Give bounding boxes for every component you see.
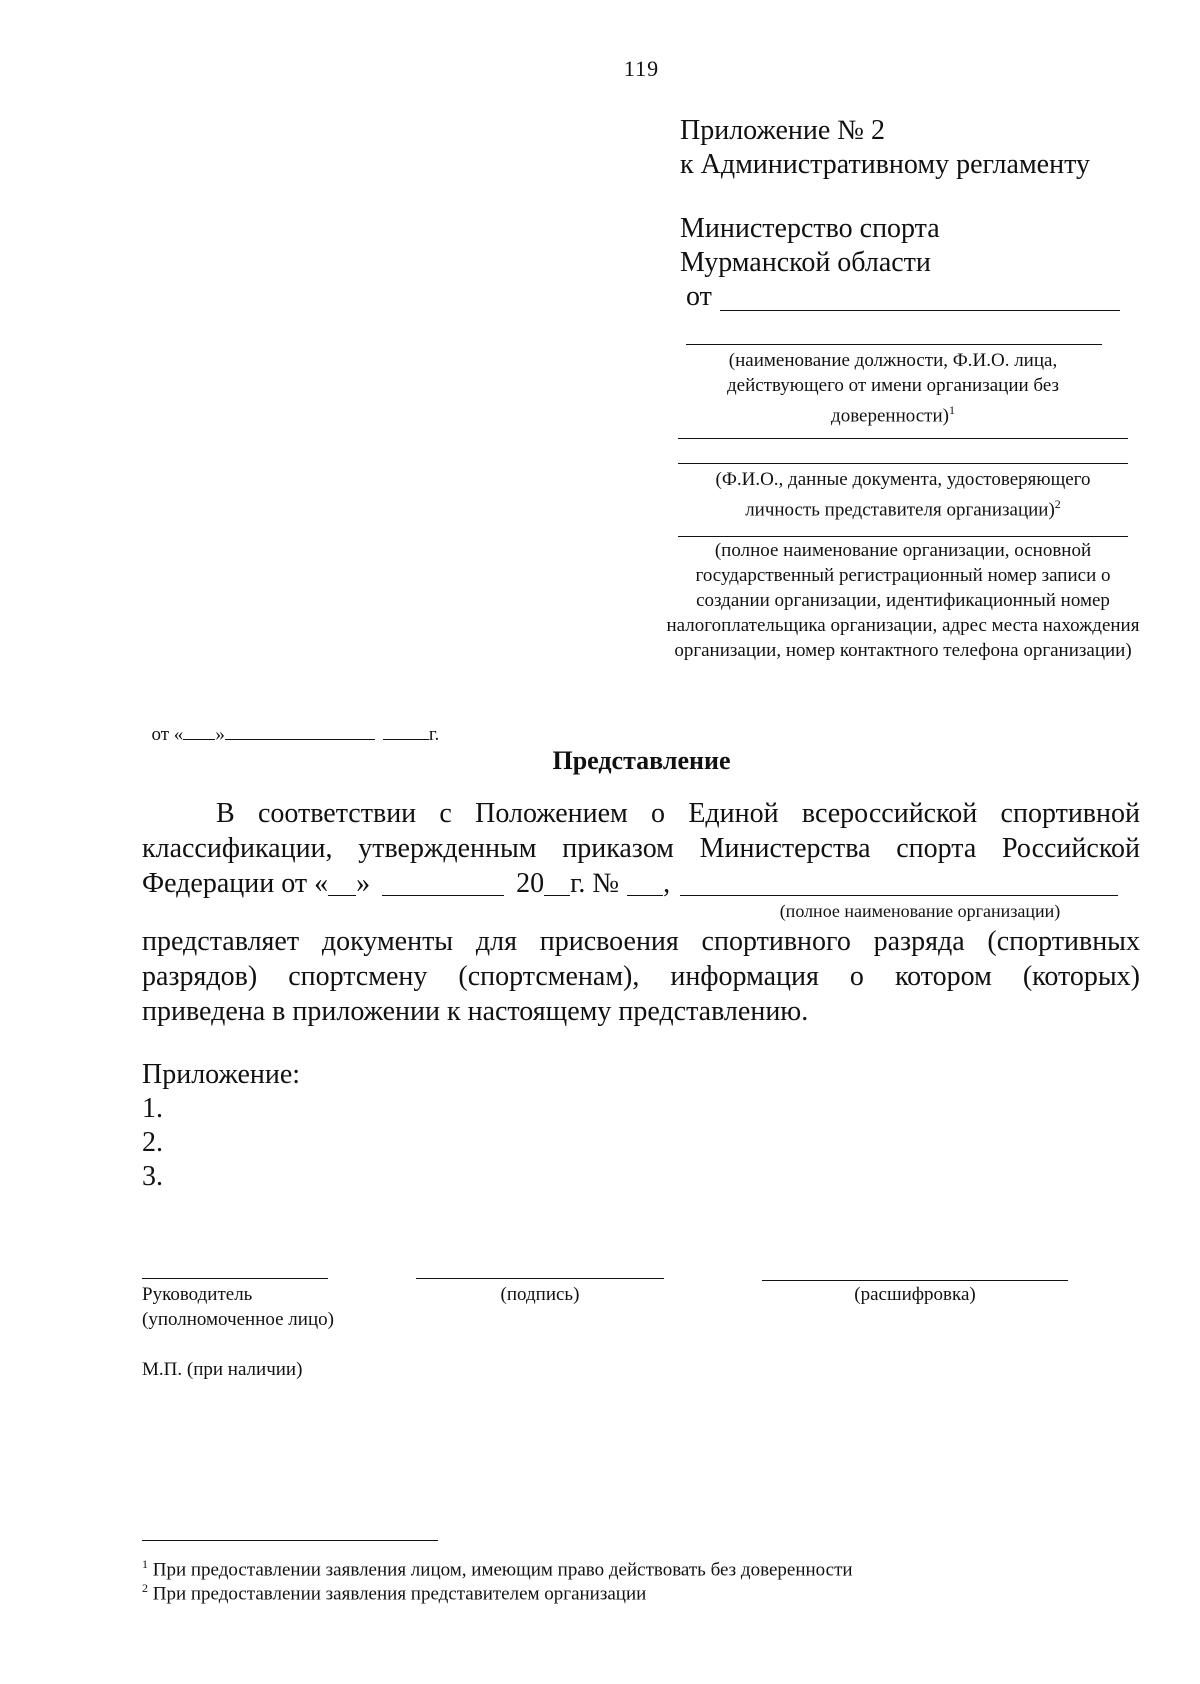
representative-caption-text: (Ф.И.О., данные документа, удостоверяющего личность представителя организации) — [715, 469, 1091, 521]
official-fill-line[interactable] — [686, 344, 1102, 345]
stamp-label: М.П. (при наличии) — [142, 1359, 303, 1380]
footnote-ref-1: 1 — [948, 403, 955, 417]
date-month-field[interactable] — [225, 739, 375, 740]
head-label — [142, 1282, 334, 1332]
date-suffix: г. — [428, 724, 440, 745]
from-label: от — [686, 281, 712, 312]
order-comma: , — [663, 868, 671, 899]
footnote-2-mark: 2 — [142, 1581, 148, 1595]
org-name-caption: (полное наименование организации) — [779, 901, 1061, 921]
organization-name-field[interactable] — [680, 869, 1118, 896]
representative-fill-line[interactable] — [678, 463, 1128, 464]
order-year-field[interactable] — [544, 869, 570, 896]
appendix-reference: к Административному регламенту — [680, 149, 1090, 180]
representative-caption — [680, 467, 1126, 522]
from-fill-line[interactable] — [720, 310, 1120, 311]
footnote-2 — [142, 1576, 646, 1606]
order-century: 20 — [516, 868, 545, 899]
date-year-field[interactable] — [383, 739, 429, 740]
body-line-2: классификации, утвержденным приказом Министерства спорта Российской — [142, 833, 1140, 864]
order-date-mid: » — [356, 868, 371, 899]
annex-item-3: 3. — [142, 1161, 163, 1192]
signature-line[interactable] — [416, 1278, 664, 1279]
organization-fill-line[interactable] — [678, 536, 1128, 537]
order-number-field[interactable] — [627, 869, 663, 896]
official-caption — [688, 348, 1098, 428]
order-date-prefix: Федерации от « — [142, 868, 329, 899]
addressee-line-2: Мурманской области — [680, 247, 931, 278]
official-caption-text: (наименование должности, Ф.И.О. лица, действующего от имени организации без доверенности) — [726, 350, 1059, 427]
body-line-3 — [142, 866, 1118, 901]
signature-label: (подпись) — [500, 1284, 580, 1305]
date-line — [142, 702, 439, 746]
decode-label: (расшифровка) — [854, 1284, 976, 1305]
addressee-from — [680, 280, 940, 314]
order-month-field[interactable] — [382, 869, 504, 896]
head-position-line[interactable] — [142, 1278, 328, 1279]
addressee-block — [680, 212, 940, 314]
order-day-field[interactable] — [328, 869, 356, 896]
page-number: 119 — [623, 56, 660, 81]
annex-label: Приложение: — [142, 1059, 301, 1090]
footnote-2-text: При предоставлении заявления представителем организации — [152, 1583, 647, 1605]
date-prefix: от « — [151, 724, 184, 745]
annex-item-1: 1. — [142, 1093, 163, 1124]
body-line-1: В соответствии с Положением о Единой всероссийской спортивной — [216, 798, 1140, 829]
body-line-6: приведена в приложении к настоящему представлению. — [142, 996, 809, 1027]
official-extra-line[interactable] — [678, 438, 1128, 439]
appendix-number: Приложение № 2 — [680, 115, 885, 146]
addressee-line-1: Министерство спорта — [680, 213, 940, 244]
appendix-heading — [680, 114, 1090, 182]
date-mid: » — [215, 724, 225, 745]
footnote-1-text: При предоставлении заявления лицом, имеющим право действовать без доверенности — [152, 1559, 853, 1581]
footnote-1-mark: 1 — [142, 1557, 148, 1571]
body-line-5: разрядов) спортсмену (спортсменам), информация о котором (которых) — [142, 961, 1140, 992]
document-title: Представление — [552, 746, 731, 775]
head-label-line-2: (уполномоченное лицо) — [142, 1309, 334, 1330]
footnote-separator — [142, 1540, 438, 1541]
order-number-label: г. № — [570, 868, 620, 899]
date-day-field[interactable] — [183, 739, 215, 740]
annex-item-2: 2. — [142, 1127, 163, 1158]
head-label-line-1: Руководитель — [142, 1284, 253, 1305]
body-line-4: представляет документы для присвоения спортивного разряда (спортивных — [142, 926, 1140, 957]
organization-caption: (полное наименование организации, основной государственный регистрационный номер записи о создании организации, идентификационный номер налогоплательщика организации, адрес места нахождения организации, номер контактного телефона организации) — [666, 540, 1140, 661]
footnote-ref-2: 2 — [1054, 497, 1061, 511]
decode-line[interactable] — [762, 1280, 1068, 1281]
